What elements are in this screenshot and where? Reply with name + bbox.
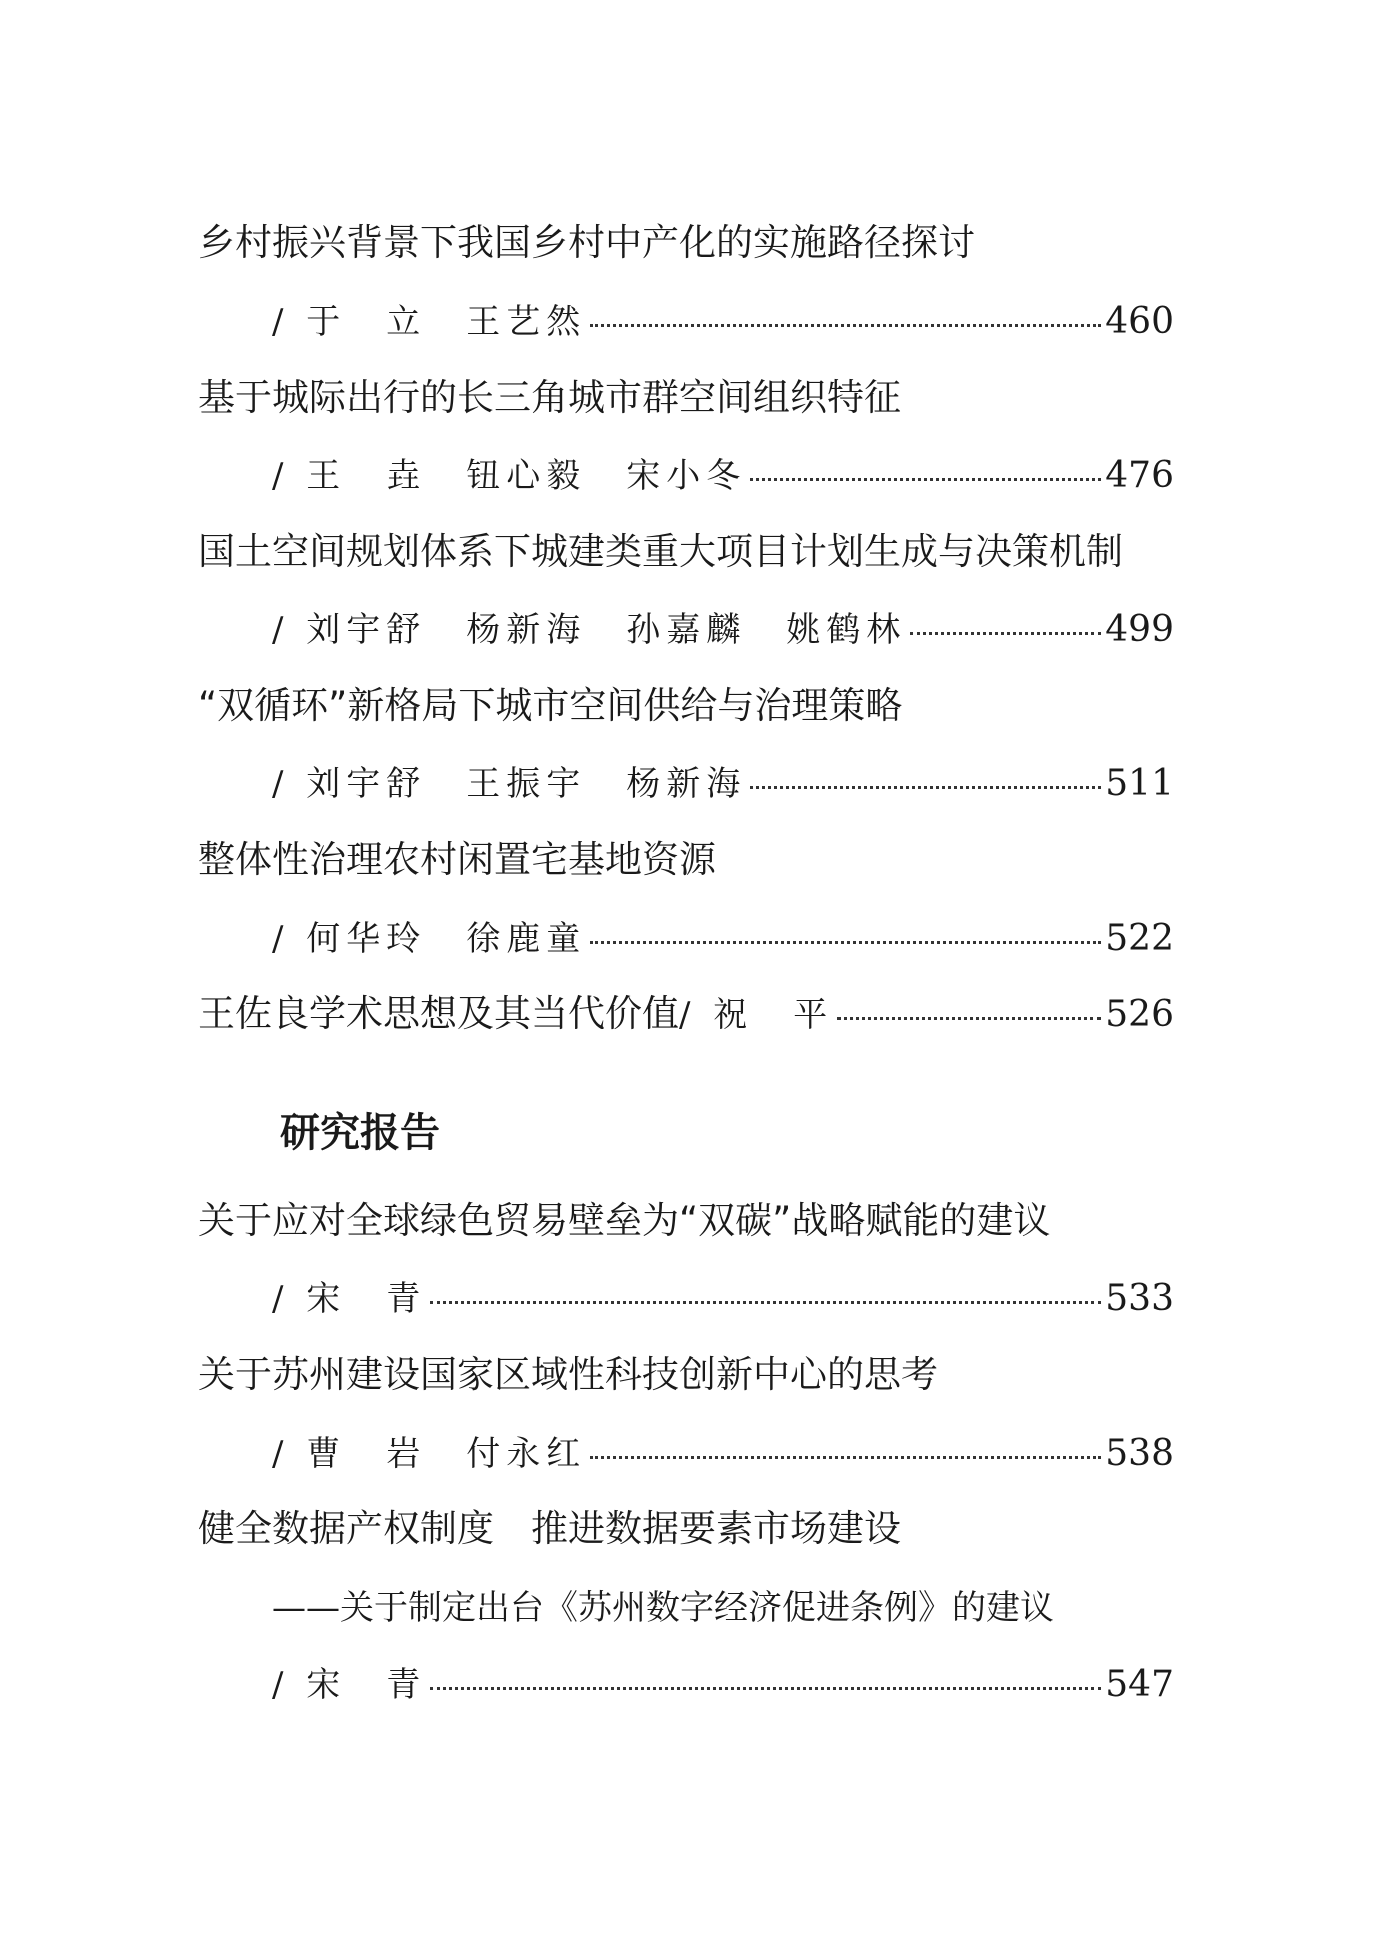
toc-entry-page: 533 bbox=[1105, 1278, 1174, 1319]
toc-entry-page: 511 bbox=[1105, 763, 1174, 804]
section-heading: 研究报告 bbox=[280, 1109, 440, 1156]
dot-leader bbox=[910, 631, 1101, 635]
toc-entry-author-line bbox=[272, 1275, 1174, 1323]
toc-entry-title: 关于应对全球绿色贸易壁垒为“双碳”战略赋能的建议 bbox=[198, 1199, 1051, 1242]
dot-leader bbox=[430, 1686, 1101, 1690]
dot-leader bbox=[590, 1455, 1101, 1459]
toc-entry-title: 关于苏州建设国家区域性科技创新中心的思考 bbox=[198, 1353, 938, 1396]
toc-entry-page: 499 bbox=[1105, 609, 1174, 650]
toc-entry-title: 整体性治理农村闲置宅基地资源 bbox=[198, 838, 716, 881]
toc-entry-page: 476 bbox=[1105, 455, 1174, 496]
dot-leader bbox=[590, 940, 1101, 944]
toc-entry-author-line bbox=[272, 760, 1174, 808]
toc-entry-authors: / 刘宇舒 杨新海 孙嘉麟 姚鹤林 bbox=[272, 610, 907, 650]
toc-entry-authors: / 祝 平 bbox=[679, 995, 834, 1035]
toc-entry-title: 王佐良学术思想及其当代价值 bbox=[198, 992, 679, 1035]
toc-entry-authors: / 王 垚 钮心毅 宋小冬 bbox=[272, 456, 747, 496]
toc-entry-title: 基于城际出行的长三角城市群空间组织特征 bbox=[198, 376, 901, 419]
toc-entry-author-line bbox=[272, 1661, 1174, 1709]
toc-entry-title: 健全数据产权制度 推进数据要素市场建设 bbox=[198, 1507, 901, 1550]
toc-entry-author-line bbox=[272, 1430, 1174, 1478]
toc-entry-page: 547 bbox=[1105, 1664, 1174, 1705]
toc-entry-author-line bbox=[272, 452, 1174, 500]
dot-leader bbox=[837, 1016, 1101, 1020]
toc-entry-author-line bbox=[272, 915, 1174, 963]
toc-entry-authors: / 曹 岩 付永红 bbox=[272, 1434, 587, 1474]
dot-leader bbox=[750, 785, 1101, 789]
toc-entry-authors: / 于 立 王艺然 bbox=[272, 302, 587, 342]
dot-leader bbox=[430, 1300, 1101, 1304]
toc-entry-author-line bbox=[272, 298, 1174, 346]
toc-entry-title: 乡村振兴背景下我国乡村中产化的实施路径探讨 bbox=[198, 221, 975, 264]
dot-leader bbox=[750, 477, 1101, 481]
toc-entry-authors: / 宋 青 bbox=[272, 1279, 427, 1319]
toc-entry-authors: / 何华玲 徐鹿童 bbox=[272, 919, 587, 959]
toc-entry-page: 460 bbox=[1105, 301, 1174, 342]
dot-leader bbox=[590, 323, 1101, 327]
toc-entry-title: 国土空间规划体系下城建类重大项目计划生成与决策机制 bbox=[198, 530, 1123, 573]
toc-entry-author-line bbox=[198, 990, 1174, 1038]
toc-entry-authors: / 宋 青 bbox=[272, 1665, 427, 1705]
toc-entry-page: 538 bbox=[1105, 1433, 1174, 1474]
toc-entry-title: “双循环”新格局下城市空间供给与治理策略 bbox=[198, 684, 903, 727]
toc-entry-subtitle: ——关于制定出台《苏州数字经济促进条例》的建议 bbox=[272, 1588, 1054, 1628]
toc-entry-page: 522 bbox=[1105, 918, 1174, 959]
toc-entry-authors: / 刘宇舒 王振宇 杨新海 bbox=[272, 764, 747, 804]
toc-entry-page: 526 bbox=[1105, 994, 1174, 1035]
toc-entry-author-line bbox=[272, 606, 1174, 654]
